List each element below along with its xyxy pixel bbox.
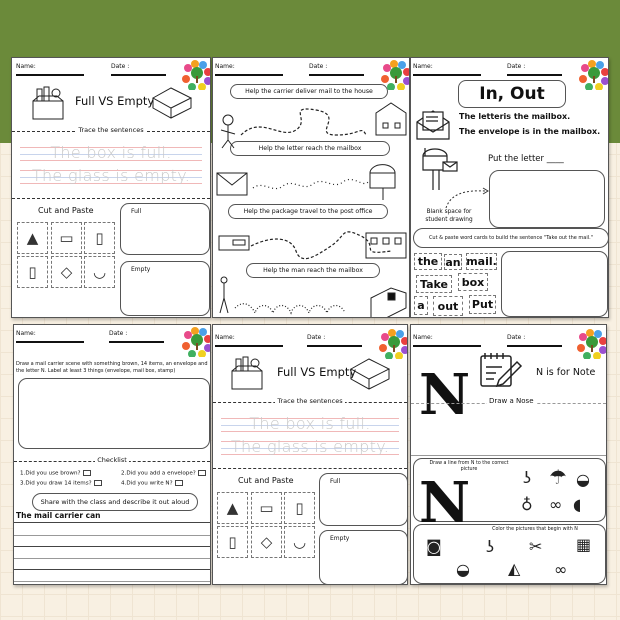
color-instruction: Color the pictures that begin with N <box>492 527 578 532</box>
full-glass-card[interactable]: ▯ <box>84 222 115 254</box>
camera-icon[interactable]: ◙ <box>426 537 442 556</box>
flour-bag-card[interactable]: ▲ <box>217 492 248 524</box>
bag-card[interactable]: ◇ <box>51 256 82 288</box>
checkbox[interactable] <box>83 470 91 476</box>
trace-heading: Trace the sentences <box>277 397 343 405</box>
worksheet-title: Full VS Empty <box>277 365 357 379</box>
full-box-icon <box>28 85 68 121</box>
path-prompt: Help the carrier deliver mail to the house <box>230 84 388 99</box>
name-label: Name: <box>16 330 36 337</box>
word-card[interactable]: a <box>414 296 428 315</box>
tracing-paths[interactable] <box>213 98 410 318</box>
full-drop-box[interactable]: Full <box>319 473 408 526</box>
cracker-icon[interactable]: ▦ <box>576 535 592 554</box>
name-label: Name: <box>215 334 235 341</box>
peanut-icon[interactable]: ∞ <box>549 495 563 514</box>
checklist-item[interactable]: 2.Did you add a envelope? <box>121 470 206 477</box>
nose-icon[interactable]: ʖ <box>523 468 532 487</box>
pepper-icon[interactable]: ♁ <box>521 495 533 514</box>
peanut-icon[interactable]: ∞ <box>554 560 568 579</box>
worksheet-full-vs-empty <box>11 57 211 318</box>
treasure-chest-card[interactable]: ▭ <box>251 492 282 524</box>
trace-heading: Trace the sentences <box>78 126 144 134</box>
checkbox[interactable] <box>175 480 183 486</box>
big-letter-n: N <box>419 470 471 536</box>
date-label: Date : <box>111 63 130 70</box>
date-label: Date : <box>309 63 328 70</box>
nest-icon[interactable]: ◒ <box>456 560 470 579</box>
drawing-box[interactable] <box>489 170 605 228</box>
trace-sentence: The glass is empty. <box>31 166 191 185</box>
path-prompt: Help the letter reach the mailbox <box>230 141 390 156</box>
share-prompt: Share with the class and describe it out aloud <box>32 493 198 511</box>
big-letter-n: N <box>419 362 471 428</box>
worksheet-title: In, Out <box>458 80 566 108</box>
drawing-instruction: Draw a mail carrier scene with something brown, 14 items, an envelope and the letter N. Label at least 3 things (envelope, mail box, stamp) <box>16 361 208 375</box>
sentence: The letteris the mailbox. <box>459 112 571 121</box>
word-card[interactable]: Put <box>469 295 496 314</box>
nest-icon[interactable]: ◒ <box>576 470 590 489</box>
worksheet-in-out <box>410 57 609 318</box>
basket-card[interactable]: ◡ <box>84 256 115 288</box>
basket-card[interactable]: ◡ <box>284 526 315 558</box>
draw-nose-heading: Draw a Nose <box>489 397 534 405</box>
envelope-letter-icon <box>415 108 451 141</box>
date-label: Date : <box>307 334 326 341</box>
sentence-paste-box[interactable] <box>501 251 608 317</box>
flour-bag-card[interactable]: ▲ <box>17 222 48 254</box>
path-endpoints <box>217 103 406 318</box>
umbrella-icon[interactable]: ☂ <box>549 465 567 489</box>
word-card[interactable]: box <box>458 273 488 291</box>
worksheet-draw-scene <box>13 324 211 585</box>
word-card[interactable]: out <box>433 296 463 316</box>
sentence: The envelope is in the mailbox. <box>459 127 601 136</box>
logo-icon <box>579 60 609 90</box>
match-instruction: Draw a line from N to the correct picture <box>429 461 509 473</box>
trace-sentence: The box is full. <box>249 414 371 433</box>
checklist-item[interactable]: 1.Did you use brown? <box>20 470 91 477</box>
full-box-icon <box>227 355 267 391</box>
empty-drop-box[interactable]: Empty <box>120 261 210 316</box>
worksheet-mail-paths <box>212 57 410 318</box>
word-card[interactable]: an <box>445 255 461 269</box>
nose-icon[interactable]: ʖ <box>486 537 495 556</box>
word-card[interactable]: Take <box>416 275 452 293</box>
worksheet-title: Full VS Empty <box>75 94 155 108</box>
cut-paste-label: Cut and Paste <box>38 206 94 215</box>
scene-drawing-box[interactable] <box>18 378 210 449</box>
checkbox[interactable] <box>198 470 206 476</box>
checklist-item[interactable]: 4.Did you write N? <box>121 480 183 487</box>
pig-icon[interactable]: ◖ <box>573 495 582 514</box>
empty-glass-card[interactable]: ▯ <box>17 256 48 288</box>
checklist-heading: Checklist <box>97 456 127 464</box>
full-drop-box[interactable]: Full <box>120 203 210 255</box>
trace-sentence: The glass is empty. <box>230 437 390 456</box>
bag-card[interactable]: ◇ <box>251 526 282 558</box>
blank-space-note: Blank space for student drawing <box>425 209 473 224</box>
name-label: Name: <box>413 334 433 341</box>
worksheet-title: N is for Note <box>536 367 596 378</box>
worksheet-full-vs-empty <box>212 324 408 585</box>
treasure-chest-card[interactable]: ▭ <box>51 222 82 254</box>
word-card[interactable]: mail. <box>466 255 497 268</box>
checkbox[interactable] <box>94 480 102 486</box>
put-letter-prompt: Put the letter ____ <box>488 154 564 164</box>
empty-box-icon <box>149 84 195 120</box>
sentence-starter: The mail carrier can <box>16 511 101 520</box>
checklist-item[interactable]: 3.Did you draw 14 items? <box>20 480 102 487</box>
logo-icon <box>182 327 211 357</box>
empty-glass-card[interactable]: ▯ <box>217 526 248 558</box>
nail-clipper-icon[interactable]: ✂ <box>529 537 543 556</box>
sandwich-icon[interactable]: ◭ <box>508 559 521 578</box>
name-label: Name: <box>413 63 433 70</box>
empty-drop-box[interactable]: Empty <box>319 530 408 585</box>
cut-paste-label: Cut and Paste <box>238 476 294 485</box>
date-label: Date : <box>109 330 128 337</box>
date-label: Date : <box>507 63 526 70</box>
word-card[interactable]: the <box>414 253 442 270</box>
path-prompt: Help the man reach the mailbox <box>246 263 380 278</box>
path-prompt: Help the package travel to the post office <box>228 204 388 219</box>
notepad-pencil-icon <box>479 352 523 388</box>
trace-sentence: The box is full. <box>50 143 172 162</box>
name-label: Name: <box>215 63 235 70</box>
full-glass-card[interactable]: ▯ <box>284 492 315 524</box>
empty-box-icon <box>347 355 393 391</box>
logo-icon <box>577 329 607 359</box>
worksheet-n-is-for-note <box>410 324 607 585</box>
name-label: Name: <box>16 63 36 70</box>
cut-paste-instruction: Cut & paste word cards to build the sentence "Take out the mail." <box>413 228 609 248</box>
date-label: Date : <box>507 334 526 341</box>
